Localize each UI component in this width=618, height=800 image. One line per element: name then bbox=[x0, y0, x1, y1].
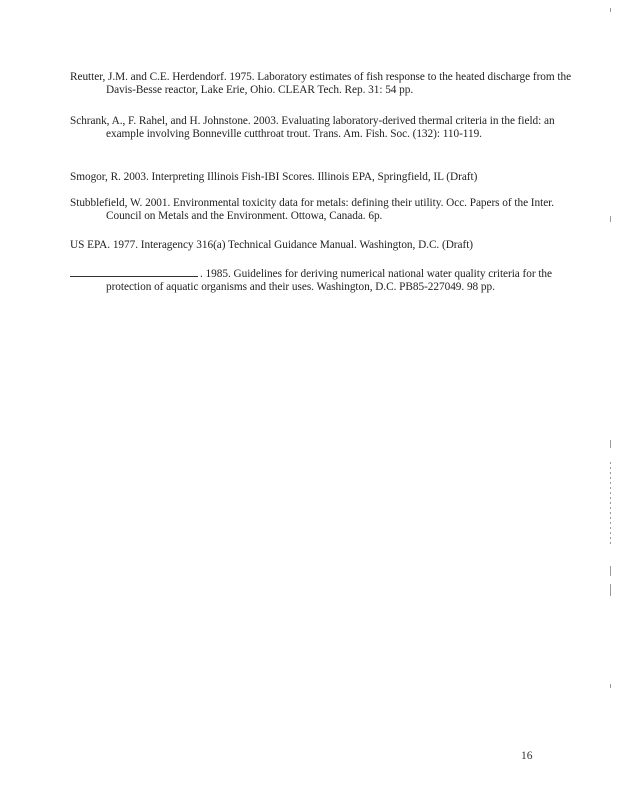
scan-mark bbox=[610, 462, 611, 544]
reference-entry bbox=[70, 171, 578, 184]
reference-text: Schrank, A., F. Rahel, and H. Johnstone. 2003. Evaluating laboratory-derived thermal criteria in the field: an example involving Bonneville cutthroat trout. Trans. Am. Fish. Soc. (132): 110-119. bbox=[70, 115, 555, 141]
scan-mark bbox=[610, 440, 611, 448]
reference-text: Reutter, J.M. and C.E. Herdendorf. 1975. Laboratory estimates of fish response to the heated discharge from the Davis-Besse reactor, Lake Erie, Ohio. CLEAR Tech. Rep. 31: 54 pp. bbox=[70, 71, 572, 97]
reference-entry bbox=[70, 71, 578, 97]
reference-entry bbox=[70, 115, 578, 141]
reference-text: Stubblefield, W. 2001. Environmental toxicity data for metals: defining their utility. Occ. Papers of the Inter. Council on Metals and the Environment. Ottowa, Canada. 6p. bbox=[70, 197, 555, 223]
reference-entry bbox=[70, 267, 578, 294]
scan-mark bbox=[610, 216, 611, 222]
scan-mark bbox=[610, 8, 611, 12]
scan-mark bbox=[610, 566, 611, 576]
reference-text: US EPA. 1977. Interagency 316(a) Technical Guidance Manual. Washington, D.C. (Draft) bbox=[70, 239, 473, 251]
scan-mark bbox=[610, 584, 611, 596]
reference-text: . 1985. Guidelines for deriving numerical national water quality criteria for the protection of aquatic organisms and their uses. Washington, D.C. PB85-227049. 98 pp. bbox=[106, 268, 552, 294]
author-repeat-rule bbox=[70, 267, 198, 277]
page-number: 16 bbox=[521, 750, 533, 762]
scan-mark bbox=[610, 684, 611, 688]
reference-entry bbox=[70, 197, 578, 223]
reference-entry bbox=[70, 239, 578, 252]
reference-text: Smogor, R. 2003. Interpreting Illinois Fish-IBI Scores. Illinois EPA, Springfield, IL (Draft) bbox=[70, 171, 478, 183]
scan-margin-marks bbox=[609, 0, 613, 800]
